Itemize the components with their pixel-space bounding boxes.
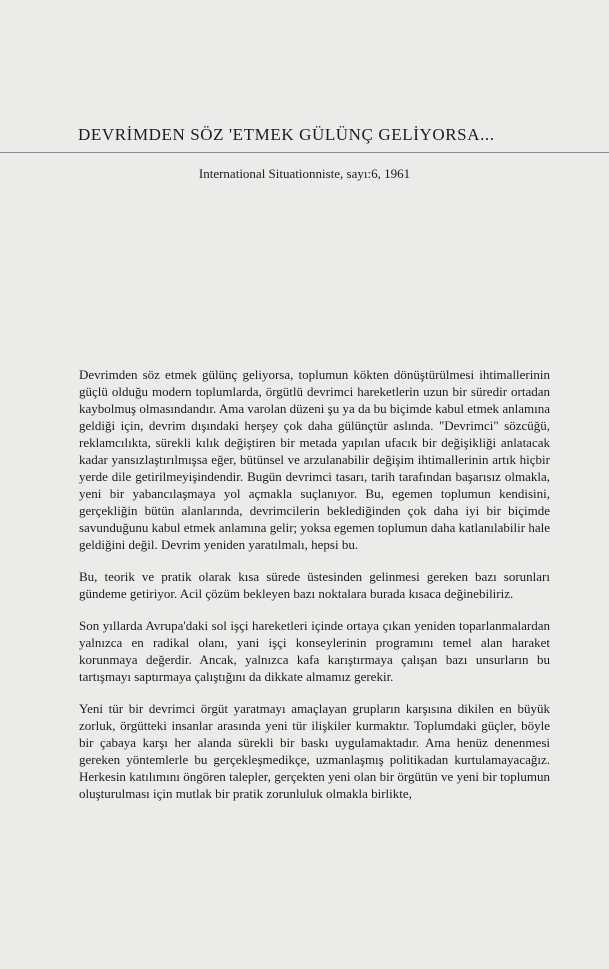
page-title: DEVRİMDEN SÖZ 'ETMEK GÜLÜNÇ GELİYORSA... (78, 125, 495, 144)
title-divider (0, 152, 609, 153)
paragraph-4: Yeni tür bir devrimci örgüt yaratmayı amaçlayan grupların karşısına dikilen en büyük zorluk, örgütteki insanlar arasında yeni tür ilişkiler kurmaktır. Toplumdaki güçler, böyle bir çabaya karşı her alanda sürekli bir baskı uygulamaktadır. Ama henüz denenmesi gereken yöntemlerle bu gerçekleşmedikçe, uzmanlaşmış politikadan kurtulamayacağız. Herkesin katılımını öngören talepler, gerçekten yeni olan bir örgütün ve yeni bir toplumun oluşturulması için mutlak bir pratik zorunluluk olmakla birlikte, (79, 701, 550, 801)
paragraph-1: Devrimden söz etmek gülünç geliyorsa, toplumun kökten dönüştürülmesi ihtimallerinin güçlü olduğu modern toplumlarda, örgütlü devrimci hareketlerin uzun bir süredir ortadan kaybolmuş olmasındandır. Ama varolan düzeni şu ya da bu biçimde kabul etmek anlamına geldiği için, devrim dışındaki herşey çok daha gülünçtür aslında. "Devrimci" sözcüğü, reklamcılıkta, sürekli kılık değiştiren bir metada yapılan ufacık bir değişikliği anlatacak kadar yansızlaştırılmışsa eğer, bütünsel ve arzulanabilir değişim ihtimallerinin artık hiçbir yerde dile getirilmeyişindendir. Bugün devrimci tasarı, tarih tarafından başarısız olmakla, yeni bir yabancılaşmaya yol açmakla suçlanıyor. Bu, egemen toplumun kendisini, gerçekliğin bütün alanlarında, devrimcilerin beklediğinden çok daha iyi bir biçimde savunduğunu kabul etmek anlamına gelir; yoksa egemen toplumun daha katlanılabilir hale geldiğini değil. Devrim yeniden yaratılmalı, hepsi bu. (79, 367, 550, 552)
source-subtitle: International Situationniste, sayı:6, 1961 (198, 166, 411, 181)
article-body (79, 366, 550, 817)
paragraph-2: Bu, teorik ve pratik olarak kısa sürede üstesinden gelinmesi gereken bazı sorunları gündeme getiriyor. Acil çözüm bekleyen bazı noktalara burada kısaca değinebiliriz. (79, 569, 550, 601)
paragraph-3: Son yıllarda Avrupa'daki sol işçi hareketleri içinde ortaya çıkan yeniden toparlanmalardan yalnızca en radikal olanı, yani işçi konseylerinin programını temel alan haraket korunmaya değerdir. Ancak, yalnızca kafa karıştırmaya çalışan bazı unsurların bu tartışmayı saptırmaya çalıştığını da dikkate almamız gerekir. (79, 618, 550, 684)
